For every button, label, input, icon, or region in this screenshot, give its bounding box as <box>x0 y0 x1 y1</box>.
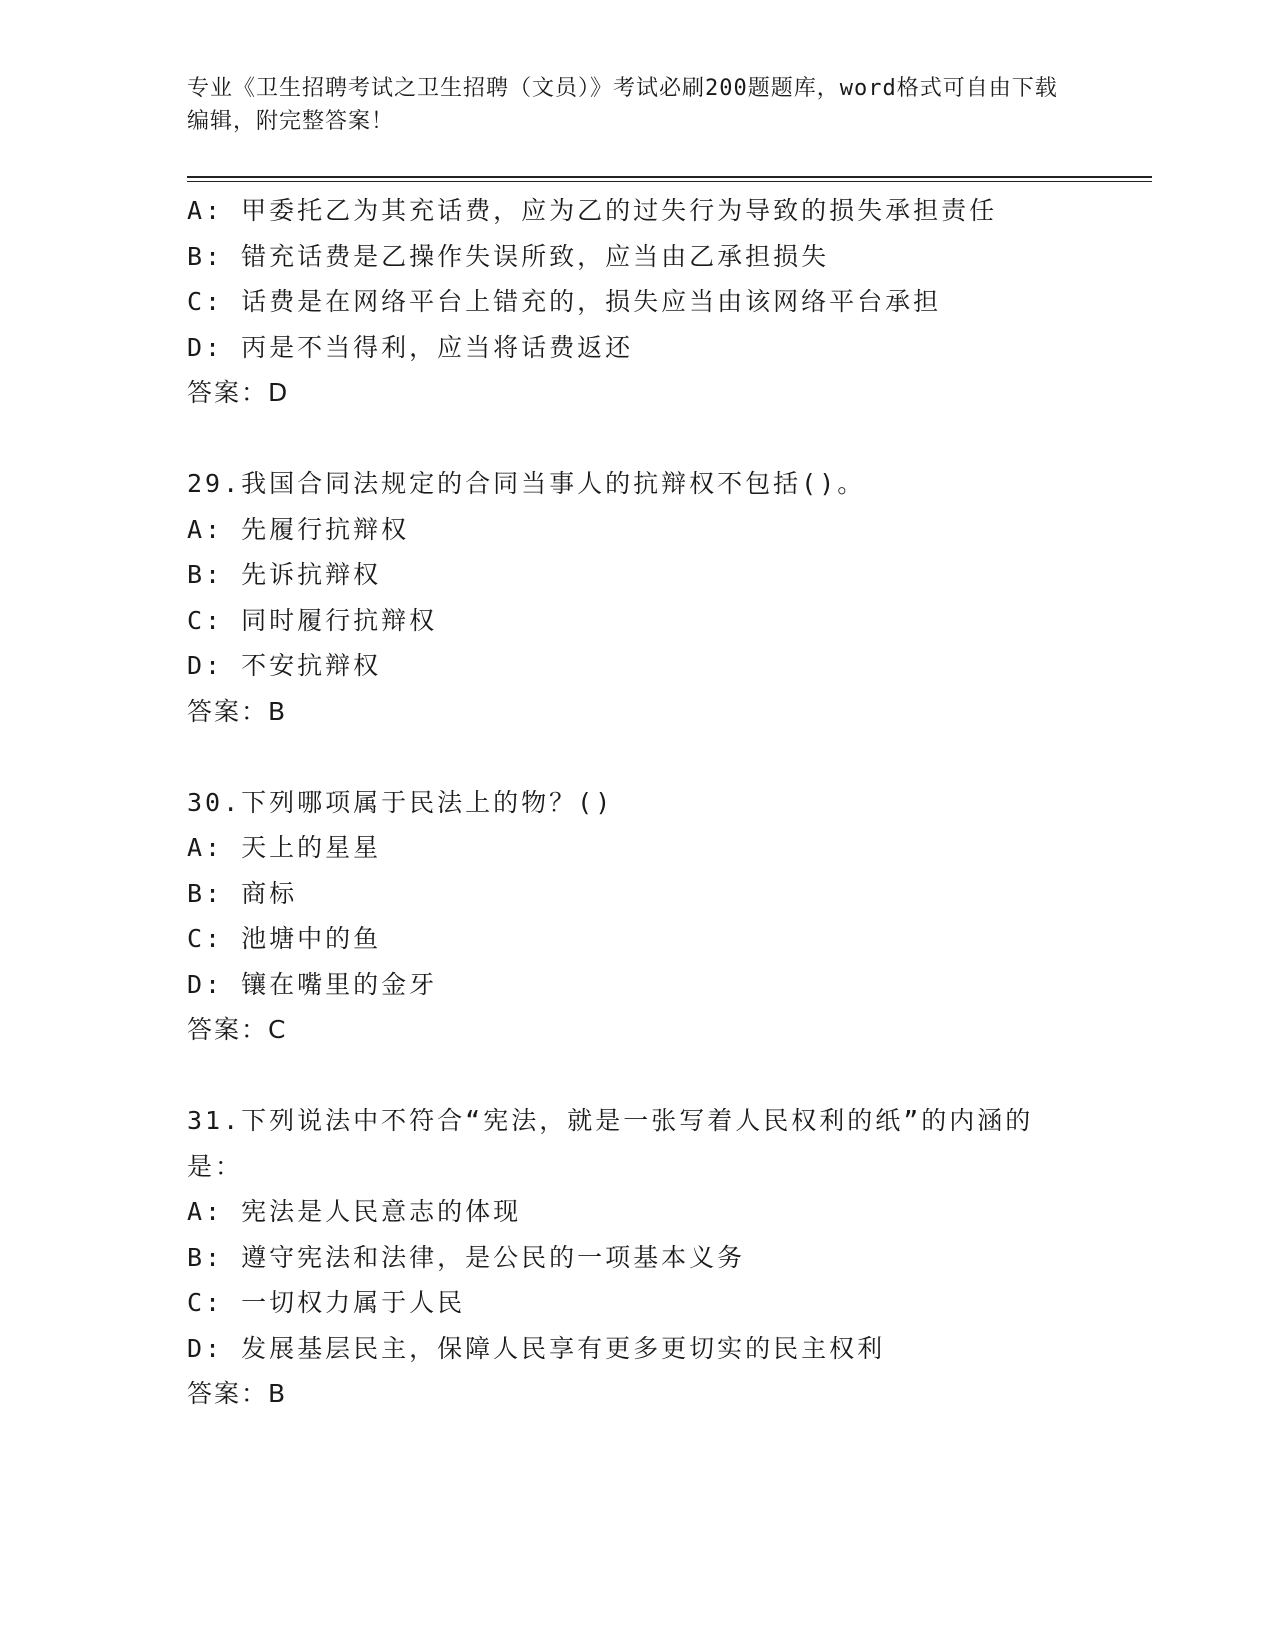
option-b: B: 先诉抗辩权 <box>187 560 382 589</box>
question-stem: 30.下列哪项属于民法上的物？() <box>187 787 614 817</box>
option-b: B: 错充话费是乙操作失误所致，应当由乙承担损失 <box>187 241 830 271</box>
header-text: 专业《卫生招聘考试之卫生招聘（文员）》考试必刷200题题库，word格式可自由下载编辑，附完整答案！ <box>187 76 1058 134</box>
option-c: C: 一切权力属于人民 <box>187 1288 466 1317</box>
answer: 答案：B <box>187 1379 288 1408</box>
header-divider-thick <box>187 176 1152 178</box>
option-b: B: 商标 <box>187 878 298 908</box>
question-partial <box>187 188 1087 416</box>
option-b: B: 遵守宪法和法律，是公民的一项基本义务 <box>187 1242 746 1272</box>
header-divider-thin <box>187 181 1152 182</box>
option-a: A: 天上的星星 <box>187 833 382 862</box>
spacer <box>187 416 1087 462</box>
option-a: A: 甲委托乙为其充话费，应为乙的过失行为导致的损失承担责任 <box>187 196 998 225</box>
option-c: C: 池塘中的鱼 <box>187 924 382 953</box>
question-31 <box>187 1098 1087 1417</box>
question-stem: 31.下列说法中不符合“宪法，就是一张写着人民权利的纸”的内涵的是： <box>187 1106 1034 1181</box>
option-d: D: 镶在嘴里的金牙 <box>187 969 438 999</box>
answer: 答案：B <box>187 696 288 726</box>
option-a: A: 宪法是人民意志的体现 <box>187 1197 522 1226</box>
document-header <box>187 72 1067 138</box>
option-c: C: 话费是在网络平台上错充的，损失应当由该网络平台承担 <box>187 287 942 316</box>
question-30 <box>187 780 1087 1053</box>
option-d: D: 丙是不当得利，应当将话费返还 <box>187 332 634 362</box>
answer: 答案：D <box>187 378 290 407</box>
option-c: C: 同时履行抗辩权 <box>187 605 438 635</box>
spacer <box>187 734 1087 780</box>
option-d: D: 不安抗辩权 <box>187 651 382 680</box>
spacer <box>187 1053 1087 1099</box>
answer: 答案：C <box>187 1015 288 1044</box>
question-stem: 29.我国合同法规定的合同当事人的抗辩权不包括()。 <box>187 469 866 498</box>
option-a: A: 先履行抗辩权 <box>187 514 410 544</box>
question-29 <box>187 461 1087 734</box>
option-d: D: 发展基层民主，保障人民享有更多更切实的民主权利 <box>187 1333 886 1363</box>
question-list <box>187 188 1087 1417</box>
